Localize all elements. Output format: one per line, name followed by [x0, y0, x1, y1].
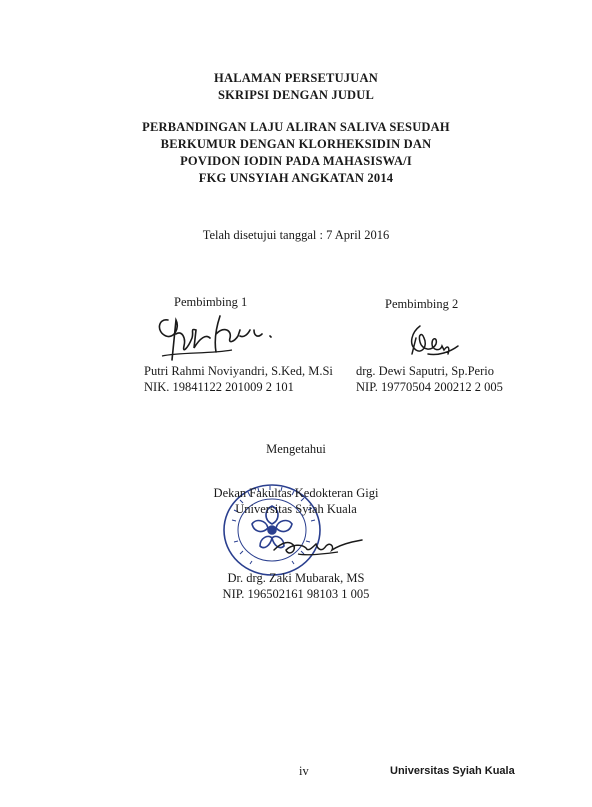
dean-id: NIP. 196502161 98103 1 005: [222, 587, 370, 601]
page-subheading: SKRIPSI DENGAN JUDUL: [217, 88, 375, 102]
page-number: iv: [299, 764, 309, 778]
dean-signature: [268, 528, 368, 562]
dean-name: Dr. drg. Zaki Mubarak, MS: [227, 571, 365, 585]
thesis-title-line: POVIDON IODIN PADA MAHASISWA/I: [180, 154, 412, 168]
advisor2-role: Pembimbing 2: [385, 297, 459, 311]
dean-institution: Universitas Syiah Kuala: [235, 502, 357, 516]
advisor2-signature: [398, 320, 463, 365]
thesis-title-line: PERBANDINGAN LAJU ALIRAN SALIVA SESUDAH: [142, 120, 450, 134]
footer-institution: Universitas Syiah Kuala: [390, 765, 515, 777]
acknowledge-label: Mengetahui: [266, 442, 326, 456]
page-heading: HALAMAN PERSETUJUAN: [214, 71, 378, 85]
dean-position: Dekan Fakultas Kedokteran Gigi: [213, 486, 379, 500]
advisor2-name: drg. Dewi Saputri, Sp.Perio: [356, 364, 494, 378]
advisor1-id: NIK. 19841122 201009 2 101: [144, 380, 294, 394]
thesis-title-line: FKG UNSYIAH ANGKATAN 2014: [198, 171, 394, 185]
thesis-title-line: BERKUMUR DENGAN KLORHEKSIDIN DAN: [160, 137, 432, 151]
approval-date: Telah disetujui tanggal : 7 April 2016: [202, 228, 390, 242]
advisor2-id: NIP. 19770504 200212 2 005: [356, 380, 503, 394]
advisor1-role: Pembimbing 1: [174, 295, 248, 309]
advisor1-signature: [150, 308, 285, 366]
advisor1-name: Putri Rahmi Noviyandri, S.Ked, M.Si: [144, 364, 333, 378]
